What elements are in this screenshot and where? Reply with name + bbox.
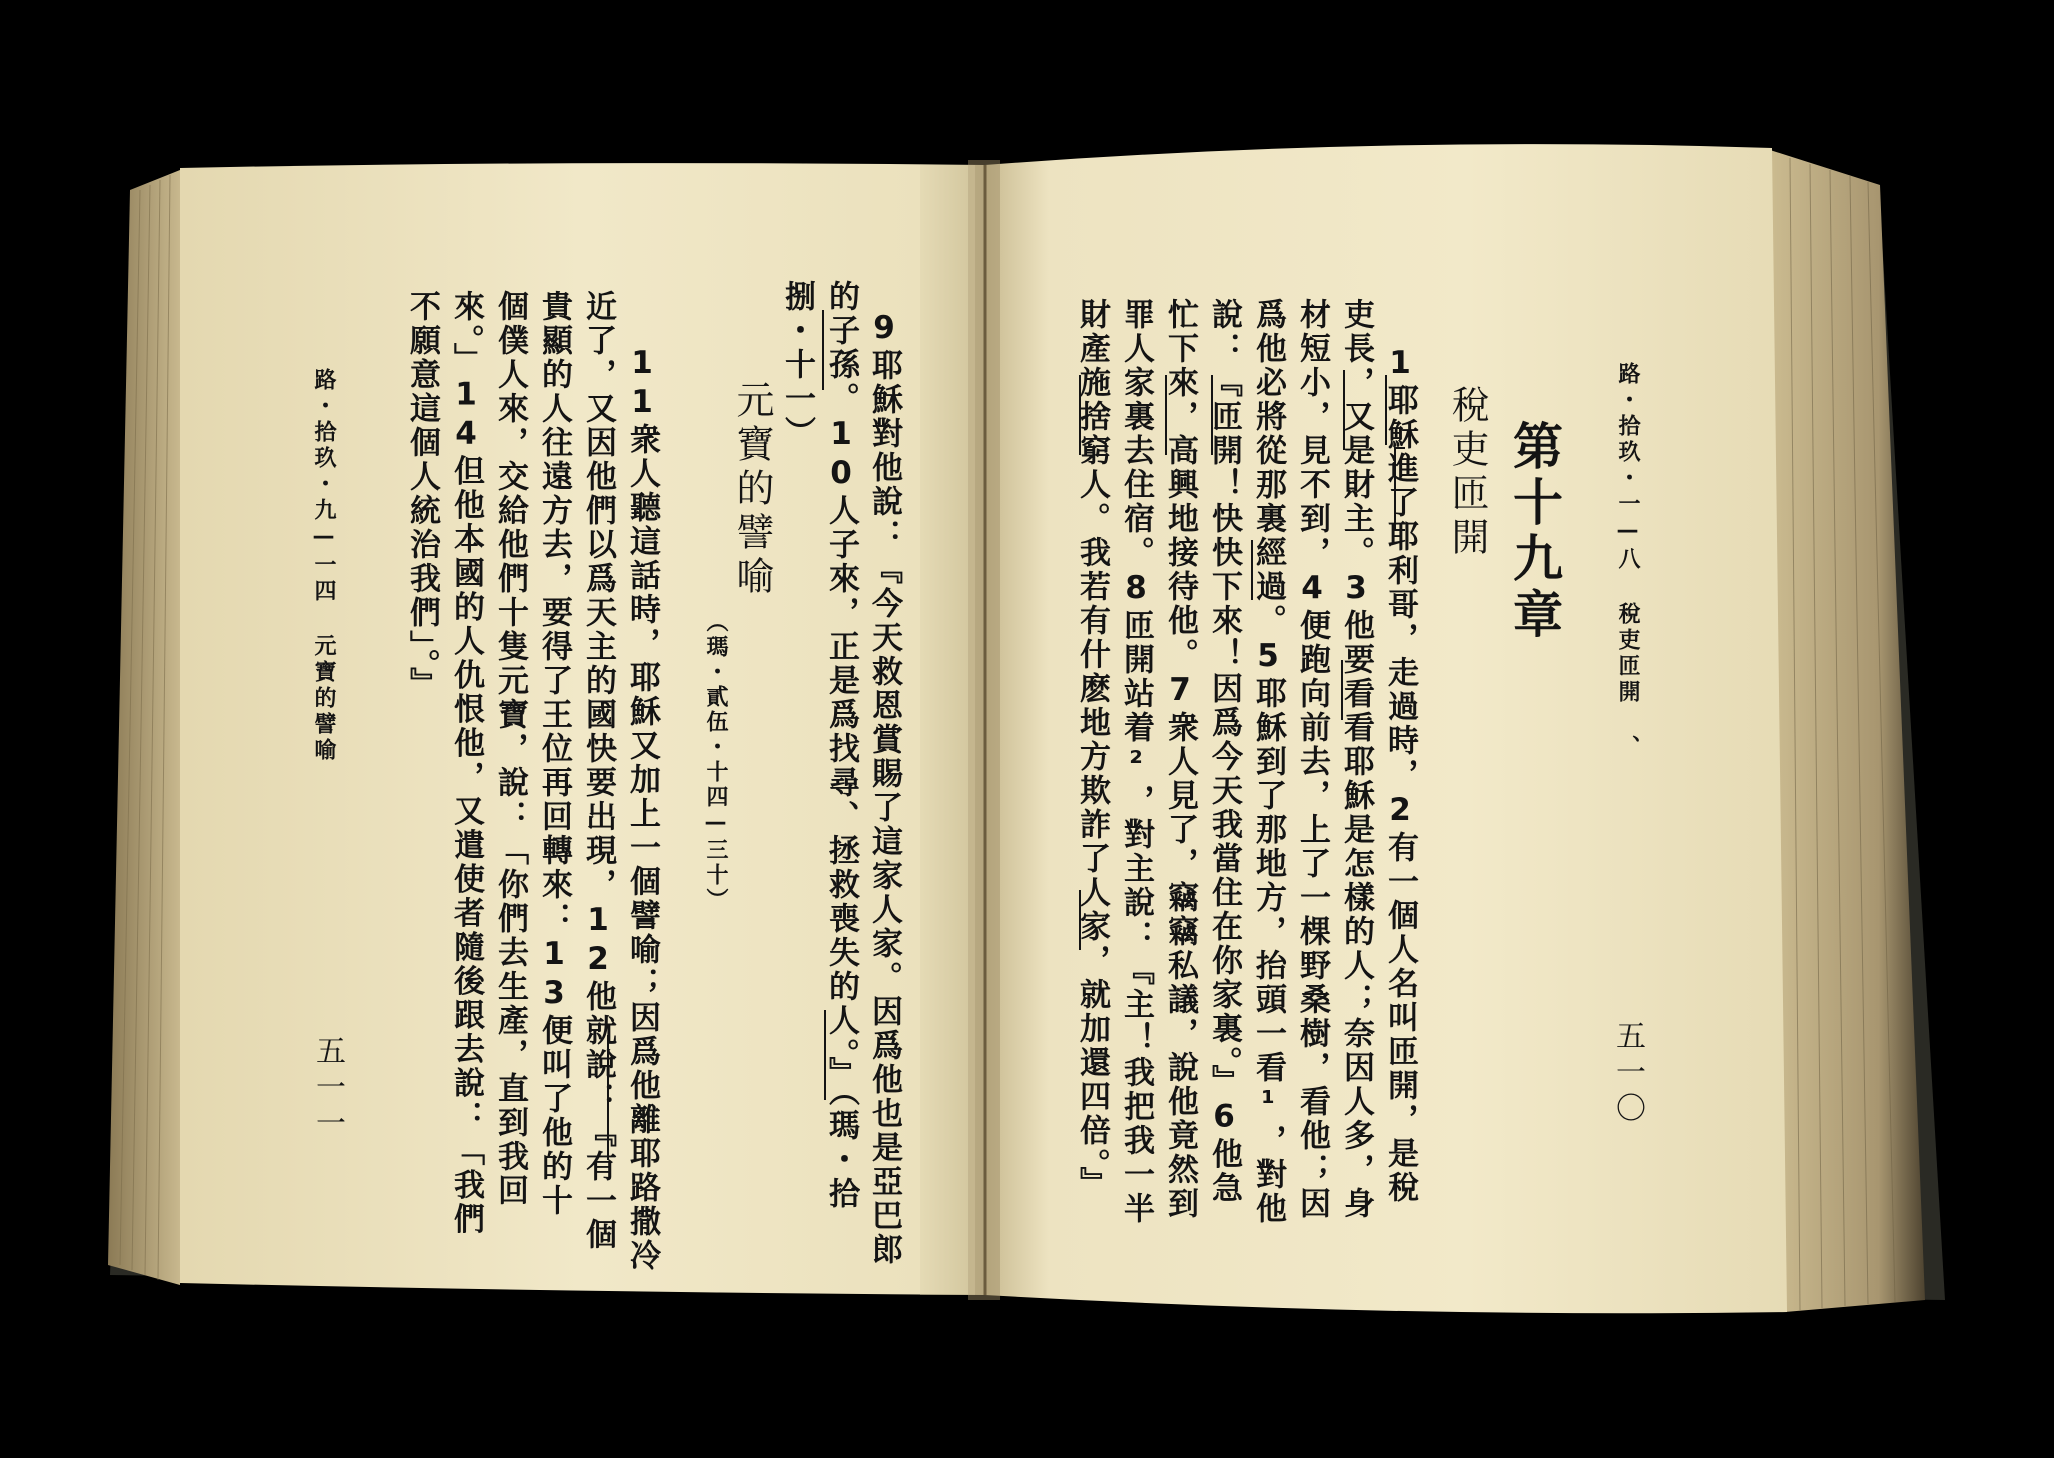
text-line: 的子孫。10人子來，正是爲找尋、拯救喪失的人。』（瑪・拾 (823, 280, 859, 1211)
running-head-right: 路・拾玖・一—八 稅吏匝開 、 (1615, 362, 1640, 761)
text-line: 貴顯的人往遠方去，要得了王位再回轉來：13便叫了他的十 (536, 290, 572, 1218)
text-line: 1耶穌進了耶利哥，走過時，2有一個人名叫匝開，是稅 (1382, 345, 1418, 1205)
chapter-title: 第十九章 (1505, 420, 1563, 644)
page-number-left: 五一一 (310, 1035, 345, 1143)
text-line: 忙下來，高興地接待他。7衆人見了，竊竊私議，說他竟然到 (1162, 298, 1198, 1221)
text-line: 材短小，見不到，4便跑向前去，上了一棵野桑樹，看他；因 (1294, 298, 1330, 1221)
text-line: 財產施捨窮人。我若有什麽地方欺詐了人家，就加還四倍。』 (1074, 298, 1110, 1201)
text-line: 說：『匝開！快快下來！因爲今天我當住在你家裏。』6他急 (1206, 298, 1242, 1206)
text-line: 不願意這個人統治我們」。』 (404, 290, 440, 701)
text-line: 9耶穌對他說：『今天救恩賞賜了這家人家。因爲他也是亞巴郎 (866, 310, 902, 1267)
text-line: 捌・十一） (779, 280, 815, 450)
right-page-edges (1770, 150, 1925, 1312)
text-line: 11衆人聽這話時，耶穌又加上一個譬喻；因爲他離耶路撒冷 (624, 345, 660, 1273)
section-title-right: 稅吏匝開 (1445, 385, 1489, 561)
page-number-right: 五一〇 (1610, 1020, 1645, 1128)
text-line: 爲他必將從那裏經過。5耶穌到了那地方，抬頭一看¹，對他 (1250, 298, 1286, 1226)
text-line: 罪人家裏去住宿。8匝開站着²，對主說：『主！我把我一半 (1118, 298, 1154, 1226)
text-line: 來。」14但他本國的人仇恨他，又遣使者隨後跟去說：「我們 (448, 290, 484, 1237)
text-line: 個僕人來，交給他們十隻元寶，說：「你們去生產，直到我回 (492, 290, 528, 1208)
running-head-left: 路・拾玖・九—一四 元寶的譬喻 (311, 368, 336, 764)
text-line: 近了，又因他們以爲天主的國快要出現，12他就說：『有一個 (580, 290, 616, 1252)
left-page-edges (108, 170, 180, 1285)
section-reference: （瑪・貳伍・十四—三十） (703, 610, 728, 913)
text-line: 吏長，又是財主。3他要看看耶穌是怎樣的人；奈因人多，身 (1338, 298, 1374, 1221)
section-title-left: 元寶的譬喻 (730, 380, 774, 600)
